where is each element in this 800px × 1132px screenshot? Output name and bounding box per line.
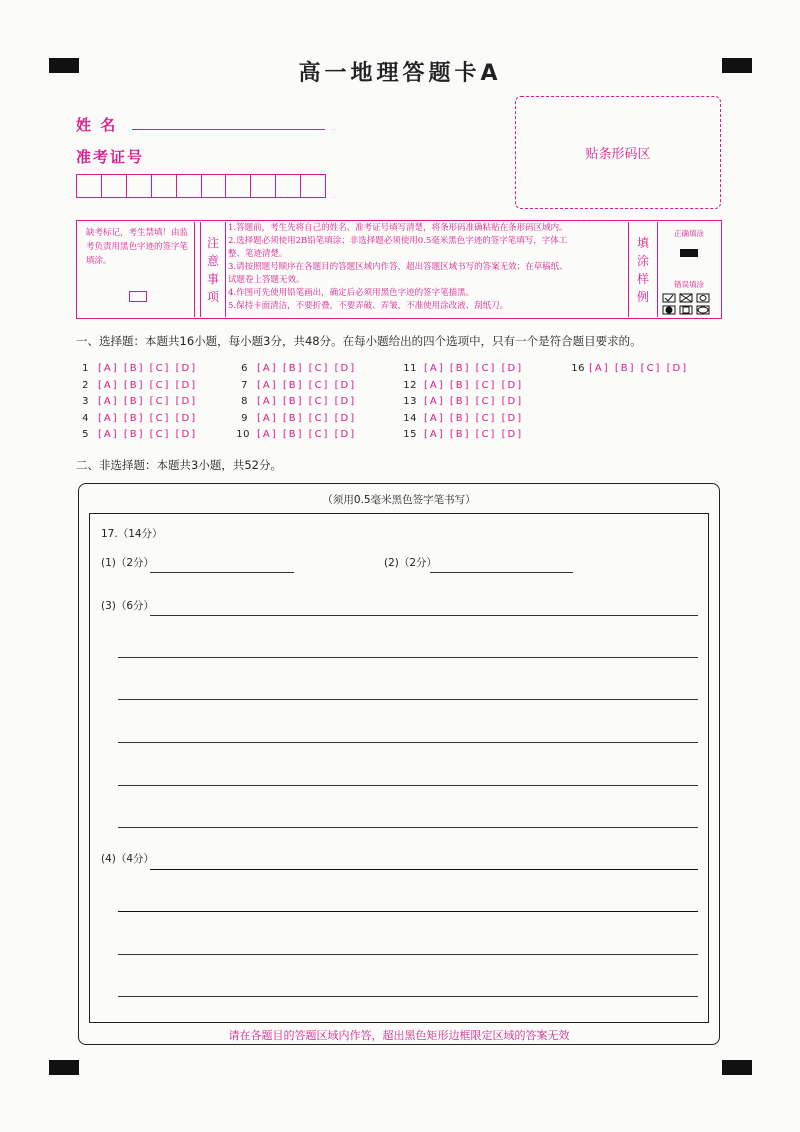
correct-fill-sample xyxy=(680,249,698,257)
mc-column-1: 1 [A] [B] [C] [D] 2 [A] [B] [C] [D] 3 [A] [B] [C] [D] 4 [A] [B] [C] [D] 5 [A] [B] [C] [D] xyxy=(82,363,198,440)
part-2-answer-line[interactable] xyxy=(430,572,573,573)
barcode-label: 贴条形码区 xyxy=(585,147,651,162)
wrong-fill-label: 错误填涂 xyxy=(674,280,704,289)
writing-instruction: （须用0.5毫米黑色签字笔书写） xyxy=(322,494,476,506)
answer-region-inner xyxy=(89,513,709,1023)
fill-example-heading: 填 涂 样 例 xyxy=(628,222,658,317)
mc-options[interactable]: [A] [B] [C] [D] xyxy=(424,396,524,407)
mc-options[interactable]: [A] [B] [C] [D] xyxy=(257,379,357,391)
part-4-answer-line[interactable] xyxy=(118,996,698,997)
mc-options[interactable]: [A] [B] [C] [D] xyxy=(98,412,198,424)
rule-3-cont: 试题卷上答题无效。 xyxy=(228,275,305,285)
rule-5: 5.保持卡面清洁，不要折叠，不要弄破、弄皱，不准使用涂改液、刮纸刀。 xyxy=(228,301,509,311)
mc-options[interactable]: [A] [B] [C] [D] xyxy=(257,363,357,374)
part-3-answer-line[interactable] xyxy=(118,827,698,828)
absent-checkbox[interactable] xyxy=(129,291,147,302)
part-4-answer-line[interactable] xyxy=(118,911,698,912)
correct-fill-label: 正确填涂 xyxy=(674,229,704,238)
id-number-boxes[interactable] xyxy=(76,174,326,198)
id-label: 准考证号 xyxy=(76,148,145,166)
mc-options[interactable]: [A] [B] [C] [D] xyxy=(98,396,198,407)
part-3-answer-line[interactable] xyxy=(118,657,698,658)
absent-mark-box xyxy=(78,222,195,317)
part-3-answer-line[interactable] xyxy=(118,699,698,700)
name-label: 姓 名 xyxy=(76,116,118,134)
part-4-answer-line[interactable] xyxy=(118,954,698,955)
part-3-answer-line[interactable] xyxy=(150,615,698,616)
attention-heading: 注 意 事 项 xyxy=(200,222,226,317)
section1-title: 一、选择题：本题共16小题，每小题3分，共48分。在每小题给出的四个选项中，只有一个是符合题目要求的。 xyxy=(76,334,642,348)
part-2-label: (2)（2分） xyxy=(384,557,438,569)
footer-warning: 请在各题目的答题区域内作答，超出黑色矩形边框限定区域的答案无效 xyxy=(228,1029,570,1042)
part-3-answer-line[interactable] xyxy=(118,785,698,786)
rule-2-cont: 整、笔迹清楚。 xyxy=(228,249,288,259)
wrong-fill-samples xyxy=(658,292,720,318)
alignment-mark-bottom-left xyxy=(49,1060,79,1075)
mc-column-2: 6 [A] [B] [C] [D] 7 [A] [B] [C] [D] 8 [A] [B] [C] [D] 9 [A] [B] [C] [D] 10 [A] [B] [C] [D] xyxy=(236,363,357,440)
rules-list xyxy=(228,222,628,313)
mc-options[interactable]: [A] [B] [C] [D] xyxy=(98,379,198,391)
name-field[interactable] xyxy=(132,129,325,130)
mc-options[interactable]: [A] [B] [C] [D] xyxy=(589,363,689,374)
part-4-answer-line[interactable] xyxy=(150,869,698,870)
part-3-answer-line[interactable] xyxy=(118,742,698,743)
rule-1: 1.答题前，考生先将自己的姓名、准考证号填写清楚，将条形码准确粘贴在条形码区域内。 xyxy=(228,223,568,233)
mc-options[interactable]: [A] [B] [C] [D] xyxy=(257,412,357,424)
question-17-label: 17.（14分） xyxy=(101,528,163,540)
fill-examples xyxy=(658,222,720,317)
barcode-area xyxy=(515,96,721,209)
mc-options[interactable]: [A] [B] [C] [D] xyxy=(257,396,357,407)
alignment-mark-bottom-right xyxy=(722,1060,752,1075)
page-title: 高一地理答题卡A xyxy=(298,61,502,86)
mc-options[interactable]: [A] [B] [C] [D] xyxy=(98,363,198,374)
mc-column-3: 11 [A] [B] [C] [D] 12 [A] [B] [C] [D] 13 [A] [B] [C] [D] 14 [A] [B] [C] [D] 15 [A] [B] [C] [D] xyxy=(403,363,524,440)
part-1-answer-line[interactable] xyxy=(150,572,294,573)
rule-2: 2.选择题必须使用2B铅笔填涂；非选择题必须使用0.5毫米黑色字迹的签字笔填写，字体工 xyxy=(228,236,568,246)
mc-options[interactable]: [A] [B] [C] [D] xyxy=(424,412,524,424)
rule-4: 4.作图可先使用铅笔画出，确定后必须用黑色字迹的签字笔描黑。 xyxy=(228,288,475,298)
mc-column-4: 16 [A] [B] [C] [D] xyxy=(571,363,689,374)
part-4-label: (4)（4分） xyxy=(101,853,155,865)
part-3-label: (3)（6分） xyxy=(101,600,155,612)
mc-options[interactable]: [A] [B] [C] [D] xyxy=(98,429,198,440)
rule-3: 3.请按照题号顺序在各题目的答题区域内作答，超出答题区域书写的答案无效；在草稿纸、 xyxy=(228,262,568,272)
mc-options[interactable]: [A] [B] [C] [D] xyxy=(424,379,524,391)
mc-options[interactable]: [A] [B] [C] [D] xyxy=(424,429,524,440)
mc-options[interactable]: [A] [B] [C] [D] xyxy=(424,363,524,374)
absent-instruction: 缺考标记，考生禁填！由监考负责用黑色字迹的签字笔填涂。 xyxy=(86,228,189,266)
section2-title: 二、非选择题：本题共3小题，共52分。 xyxy=(76,458,282,472)
part-1-label: (1)（2分） xyxy=(101,557,155,569)
mc-options[interactable]: [A] [B] [C] [D] xyxy=(257,429,357,440)
